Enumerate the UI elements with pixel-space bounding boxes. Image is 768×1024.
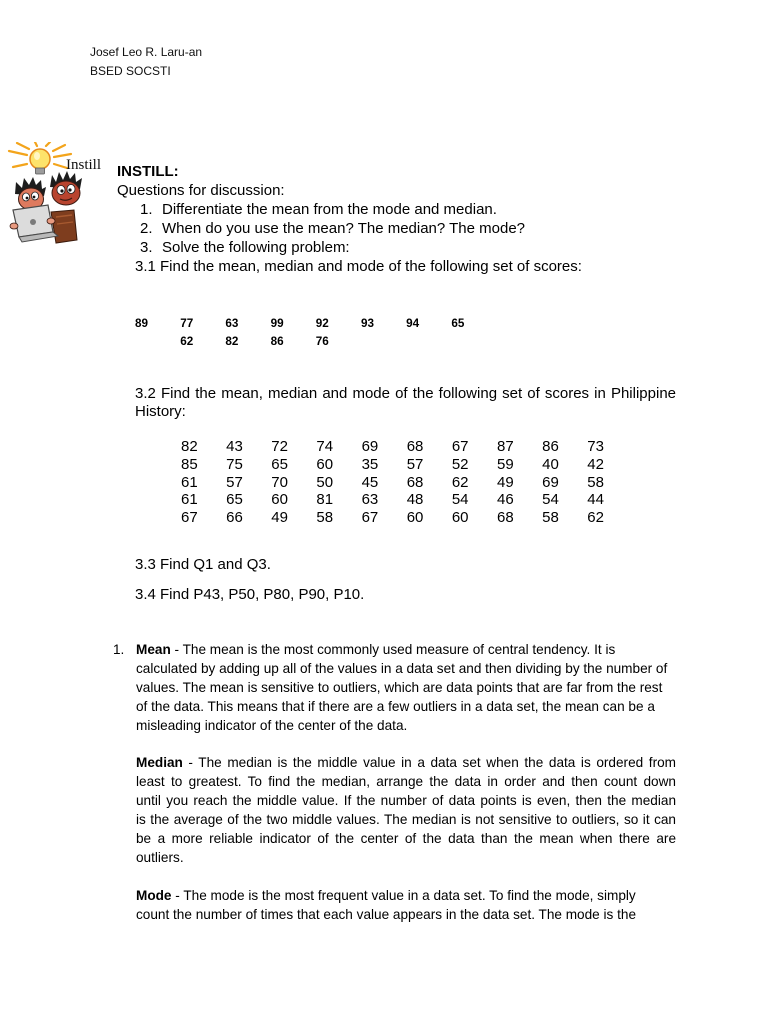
score-cell: 65 [451, 317, 465, 330]
student-left-icon [15, 177, 46, 210]
score-cell: 75 [226, 455, 243, 473]
definition-text: - The mode is the most frequent value in a data set. To find the mode, simply [171, 887, 636, 903]
questions-list [117, 200, 582, 257]
score-cell: 86 [270, 335, 284, 348]
definition-text: - The median is the middle value in a data set when the data is ordered from [182, 755, 676, 771]
question-item [117, 238, 582, 257]
score-cell: 66 [226, 509, 243, 527]
score-cell: 61 [181, 473, 198, 491]
score-cell: 77 [180, 317, 194, 330]
definition-line: calculated by adding up all of the values in a data set and then dividing by the number of [136, 660, 668, 676]
author-name: Josef Leo R. Laru-an [90, 45, 203, 59]
score-cell: 48 [406, 491, 424, 509]
score-cell: 57 [226, 473, 243, 491]
score-cell: 67 [181, 509, 198, 527]
score-cell: 65 [226, 491, 243, 509]
answer-number: 1. [113, 642, 125, 657]
question-item [117, 200, 582, 219]
questions-intro: Questions for discussion: [117, 182, 285, 199]
lightbulb-icon [30, 149, 50, 174]
score-cell: 59 [496, 455, 514, 473]
score-cell: 46 [496, 491, 514, 509]
score-row [135, 333, 497, 351]
score-cell: 58 [542, 509, 559, 527]
score-cell: 61 [181, 491, 198, 509]
score-cell: 70 [271, 473, 288, 491]
score-cell: 60 [406, 509, 424, 527]
score-cell: 45 [361, 473, 379, 491]
score-cell: 85 [181, 455, 198, 473]
mode-definition [136, 887, 676, 925]
score-cell: 86 [542, 438, 559, 455]
definition-line [136, 754, 676, 773]
score-cell: 63 [361, 491, 379, 509]
problem-3-2-prompt: 3.2 Find the mean, median and mode of the following set of scores in Philippine History: [135, 385, 676, 420]
score-cell: 74 [316, 438, 334, 455]
definition-line: be a more reliable indicator of the center of the data than the mean when there are [136, 831, 676, 847]
definition-line: is the average of the two middle values. The median is not sensitive to outliers, so it can [136, 812, 676, 828]
score-cell: 69 [542, 473, 559, 491]
score-row [181, 474, 632, 492]
question-text: Solve the following problem: [162, 239, 350, 256]
problem-3-1-scores [135, 315, 497, 351]
score-cell: 50 [316, 473, 334, 491]
score-cell: 43 [226, 438, 243, 455]
median-definition [136, 754, 676, 867]
question-number: 1. [140, 201, 153, 218]
score-cell: 54 [451, 491, 469, 509]
question-number: 2. [140, 220, 153, 237]
definition-line: least to greatest. To find the median, arrange the data in order and then count down [136, 774, 676, 790]
definition-line: outliers. [136, 849, 184, 865]
score-row [181, 491, 632, 509]
program-name: BSED SOCSTI [90, 64, 171, 78]
score-cell: 68 [406, 438, 424, 455]
student-right-icon [50, 171, 82, 205]
definition-line: until you reach the middle value. If the number of data points is even, then the median [136, 793, 676, 809]
score-cell: 81 [316, 491, 334, 509]
score-row [135, 315, 497, 333]
definition-term: Mode [136, 887, 172, 903]
score-cell: 89 [135, 317, 149, 330]
score-cell: 68 [406, 473, 424, 491]
score-cell: 62 [180, 335, 194, 348]
score-cell: 65 [271, 455, 288, 473]
book-icon [51, 210, 77, 243]
definition-line: of the data. This means that if there are a few outliers in a data set, the mean can be a [136, 698, 655, 714]
score-cell: 67 [451, 438, 469, 455]
score-cell: 52 [451, 455, 469, 473]
definition-text: - The mean is the most commonly used measure of central tendency. It is [170, 642, 616, 657]
problem-3-3-prompt: 3.3 Find Q1 and Q3. [135, 556, 271, 573]
score-cell: 35 [361, 455, 379, 473]
score-row [181, 509, 632, 527]
score-cell: 73 [587, 438, 604, 455]
score-cell: 58 [587, 473, 604, 491]
score-cell: 49 [496, 473, 514, 491]
definition-line: misleading indicator of the center of the data. [136, 717, 408, 733]
score-cell: 44 [587, 491, 604, 509]
score-cell: 58 [316, 509, 334, 527]
answer-1 [113, 641, 676, 943]
score-cell: 54 [542, 491, 559, 509]
definition-line: values. The mean is sensitive to outliers, which are data points that are far from the rest [136, 679, 663, 695]
definition-line [136, 887, 676, 906]
definition-term: Median [136, 755, 183, 771]
instill-badge-text: Instill [66, 157, 102, 173]
score-row [181, 438, 632, 456]
score-cell: 62 [451, 473, 469, 491]
score-cell: 62 [587, 509, 604, 527]
score-cell: 40 [542, 455, 559, 473]
score-cell: 69 [361, 438, 379, 455]
score-cell: 60 [451, 509, 469, 527]
definition-line: count the number of times that each value appears in the data set. The mode is the [136, 906, 637, 922]
score-cell: 82 [181, 438, 198, 455]
score-cell: 60 [271, 491, 288, 509]
definition-term: Mean [136, 642, 171, 657]
score-cell: 72 [271, 438, 288, 455]
score-cell: 60 [316, 455, 334, 473]
score-row [181, 456, 632, 474]
question-number: 3. [140, 239, 153, 256]
question-text: Differentiate the mean from the mode and median. [162, 201, 497, 218]
score-cell: 63 [225, 317, 239, 330]
score-cell: 82 [225, 335, 239, 348]
mean-definition [136, 641, 676, 736]
problem-3-1-prompt: 3.1 Find the mean, median and mode of the following set of scores: [135, 258, 582, 275]
score-cell: 92 [315, 317, 329, 330]
score-cell: 68 [496, 509, 514, 527]
definition-line [136, 641, 676, 660]
score-cell: 76 [315, 335, 329, 348]
score-cell: 49 [271, 509, 288, 527]
score-cell: 94 [406, 317, 420, 330]
instill-section [117, 162, 582, 276]
problem-3-2-scores-table [181, 438, 632, 527]
document-header [90, 43, 202, 81]
question-text: When do you use the mean? The median? The mode? [162, 220, 526, 237]
problem-3-4-prompt: 3.4 Find P43, P50, P80, P90, P10. [135, 586, 365, 603]
score-cell: 42 [587, 455, 604, 473]
score-cell: 93 [360, 317, 374, 330]
section-heading: INSTILL: [117, 163, 179, 180]
score-cell: 99 [270, 317, 284, 330]
score-cell: 87 [496, 438, 514, 455]
score-cell: 57 [406, 455, 424, 473]
score-cell: 67 [361, 509, 379, 527]
question-item [117, 219, 582, 238]
